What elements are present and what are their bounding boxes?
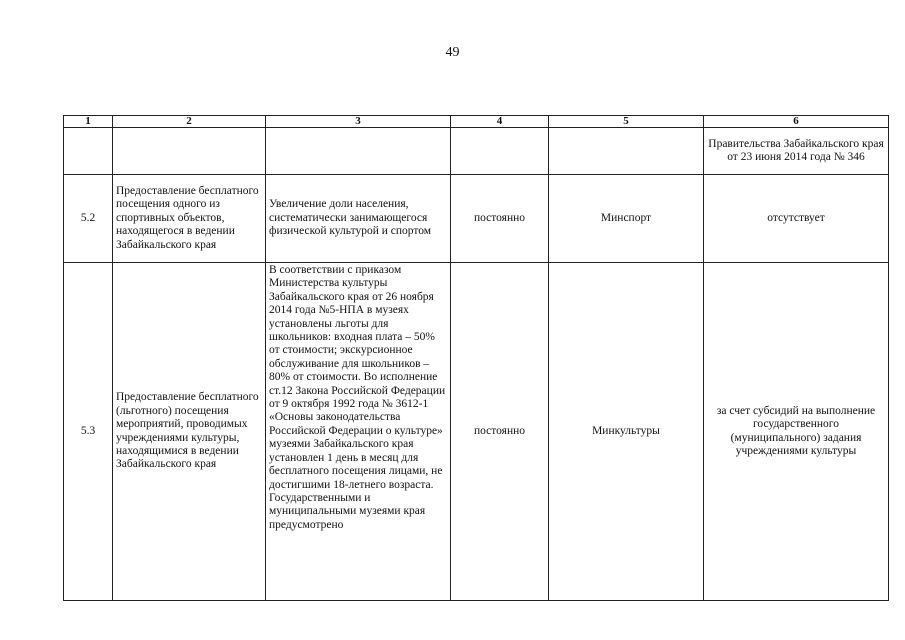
cell-description: В соответствии с приказом Министерства культуры Забайкальского края от 26 ноября 2014 года №5-НПА в музеях установлены льготы для школьников: входная плата – 50% от стоимости; экскурсионное обслуживание для школьников – 80% от стоимости. Во исполнение ст.12 Закона Российской Федерации от 9 октября 1992 года № 3612-1 «Основы законодательства Российской Федерации о культуре» музеями Забайкальского края установлен 1 день в месяц для бесплатного посещения лицами, не достигшими 18-летнего возраста. Государственными и муниципальными музеями края предусмотрено: [266, 263, 451, 601]
column-header-6: 6: [704, 116, 889, 128]
cell-funding: Правительства Забайкальского края от 23 июня 2014 года № 346: [704, 128, 889, 175]
cell-period: постоянно: [451, 263, 549, 601]
cell-name: [113, 128, 266, 175]
page-number: 49: [445, 45, 460, 60]
table-row: [64, 175, 889, 263]
cell-description: Увеличение доли населения, систематически занимающегося физической культурой и спортом: [266, 175, 451, 263]
cell-funding: за счет субсидий на выполнение государственного (муниципального) задания учреждениями культуры: [704, 263, 889, 601]
cell-period: постоянно: [451, 175, 549, 263]
cell-responsible: Минспорт: [549, 175, 704, 263]
cell-name: Предоставление бесплатного посещения одного из спортивных объектов, находящегося в ведении Забайкальского края: [113, 175, 266, 263]
cell-name: Предоставление бесплатного (льготного) посещения мероприятий, проводимых учреждениями культуры, находящимися в ведении Забайкальского края: [113, 263, 266, 601]
cell-num: 5.2: [64, 175, 113, 263]
cell-period: [451, 128, 549, 175]
cell-description: [266, 128, 451, 175]
cell-responsible: Минкультуры: [549, 263, 704, 601]
continuation-row: [64, 128, 889, 175]
column-header-1: 1: [64, 116, 113, 128]
column-header-5: 5: [549, 116, 704, 128]
cell-funding: отсутствует: [704, 175, 889, 263]
column-header-4: 4: [451, 116, 549, 128]
column-header-2: 2: [113, 116, 266, 128]
measures-table: [63, 115, 889, 601]
cell-responsible: [549, 128, 704, 175]
column-header-3: 3: [266, 116, 451, 128]
table-row: [64, 263, 889, 601]
cell-num: [64, 128, 113, 175]
header-row: [64, 116, 889, 128]
cell-num: 5.3: [64, 263, 113, 601]
